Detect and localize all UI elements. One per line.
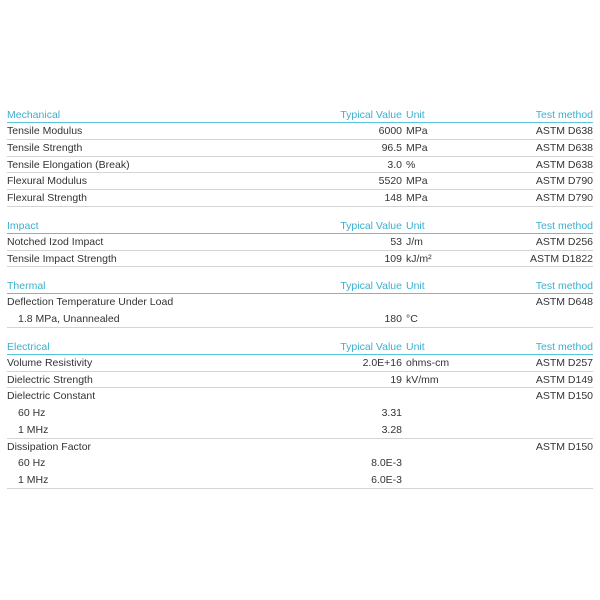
property-label: Dissipation Factor	[7, 440, 92, 453]
test-method: ASTM D790	[535, 192, 593, 204]
property-label: 60 Hz	[18, 407, 46, 419]
unit-column-header: Unit	[406, 340, 425, 353]
section-title: Mechanical	[7, 109, 61, 121]
typical-value: 109	[384, 252, 402, 265]
section-impact	[7, 219, 593, 268]
property-label: 1 MHz	[18, 474, 49, 486]
section-header	[7, 219, 593, 234]
value-column-header: Typical Value	[340, 109, 402, 121]
typical-value: 3.0	[387, 158, 402, 171]
test-method: ASTM D790	[535, 175, 593, 188]
test-method: ASTM D1822	[529, 252, 593, 265]
properties-table	[7, 108, 593, 501]
value-column-header: Typical Value	[340, 340, 402, 353]
property-label: Tensile Modulus	[7, 125, 83, 137]
unit: %	[406, 158, 416, 171]
test-method: ASTM D638	[535, 125, 593, 137]
section-thermal	[7, 279, 593, 328]
unit: ohms-cm	[406, 356, 450, 369]
table-row	[7, 472, 593, 489]
property-label: 1.8 MPa, Unannealed	[18, 313, 120, 325]
unit: kV/mm	[406, 373, 439, 386]
property-label: Dielectric Strength	[7, 373, 93, 386]
unit: J/m	[406, 235, 423, 248]
unit: MPa	[406, 192, 428, 204]
test-method: ASTM D256	[535, 235, 593, 248]
property-label: Flexural Modulus	[7, 175, 87, 188]
section-title: Impact	[7, 219, 39, 232]
typical-value: 5520	[378, 175, 402, 188]
method-column-header: Test method	[535, 219, 593, 232]
test-method: ASTM D257	[535, 356, 593, 369]
method-column-header: Test method	[535, 340, 593, 353]
typical-value: 148	[384, 192, 402, 204]
table-row	[7, 294, 593, 311]
test-method: ASTM D638	[535, 158, 593, 171]
table-row	[7, 405, 593, 422]
property-label: Volume Resistivity	[7, 356, 93, 369]
typical-value: 3.31	[381, 407, 402, 419]
section-mechanical	[7, 108, 593, 207]
table-row	[7, 173, 593, 190]
property-label: Dielectric Constant	[7, 390, 96, 403]
property-label: Notched Izod Impact	[7, 235, 104, 248]
table-row	[7, 311, 593, 328]
typical-value: 19	[390, 373, 402, 386]
typical-value: 8.0E-3	[371, 457, 402, 470]
unit: MPa	[406, 175, 428, 188]
unit: kJ/m²	[406, 252, 432, 265]
value-column-header: Typical Value	[340, 280, 402, 293]
property-label: 60 Hz	[18, 457, 46, 470]
property-label: 1 MHz	[18, 423, 49, 436]
typical-value: 6000	[378, 125, 402, 137]
table-row	[7, 439, 593, 456]
test-method: ASTM D648	[535, 296, 593, 309]
unit-column-header: Unit	[406, 109, 425, 121]
test-method: ASTM D149	[535, 373, 593, 386]
unit: MPa	[406, 141, 428, 154]
table-row	[7, 355, 593, 372]
value-column-header: Typical Value	[340, 219, 402, 232]
table-row	[7, 123, 593, 140]
typical-value: 3.28	[381, 423, 402, 436]
table-row	[7, 422, 593, 439]
method-column-header: Test method	[535, 280, 593, 293]
section-header	[7, 108, 593, 123]
section-electrical	[7, 340, 593, 489]
section-title: Electrical	[7, 340, 50, 353]
table-row	[7, 388, 593, 405]
unit-column-header: Unit	[406, 219, 425, 232]
typical-value: 96.5	[381, 141, 402, 154]
section-title: Thermal	[7, 280, 46, 293]
typical-value: 2.0E+16	[362, 356, 402, 369]
section-header	[7, 340, 593, 355]
method-column-header: Test method	[535, 109, 593, 121]
typical-value: 180	[384, 313, 402, 325]
property-label: Tensile Impact Strength	[7, 252, 117, 265]
table-row	[7, 234, 593, 251]
unit: °C	[406, 313, 418, 325]
test-method: ASTM D638	[535, 141, 593, 154]
property-label: Tensile Strength	[7, 141, 83, 154]
table-row	[7, 140, 593, 157]
property-label: Deflection Temperature Under Load	[7, 296, 174, 309]
table-row	[7, 455, 593, 472]
table-row	[7, 157, 593, 174]
test-method: ASTM D150	[535, 440, 593, 453]
property-label: Tensile Elongation (Break)	[7, 158, 130, 171]
table-row	[7, 372, 593, 389]
unit-column-header: Unit	[406, 280, 425, 293]
test-method: ASTM D150	[535, 390, 593, 403]
table-row	[7, 190, 593, 207]
typical-value: 53	[390, 235, 402, 248]
typical-value: 6.0E-3	[371, 474, 402, 486]
section-header	[7, 279, 593, 294]
property-label: Flexural Strength	[7, 192, 87, 204]
unit: MPa	[406, 125, 428, 137]
table-row	[7, 251, 593, 268]
